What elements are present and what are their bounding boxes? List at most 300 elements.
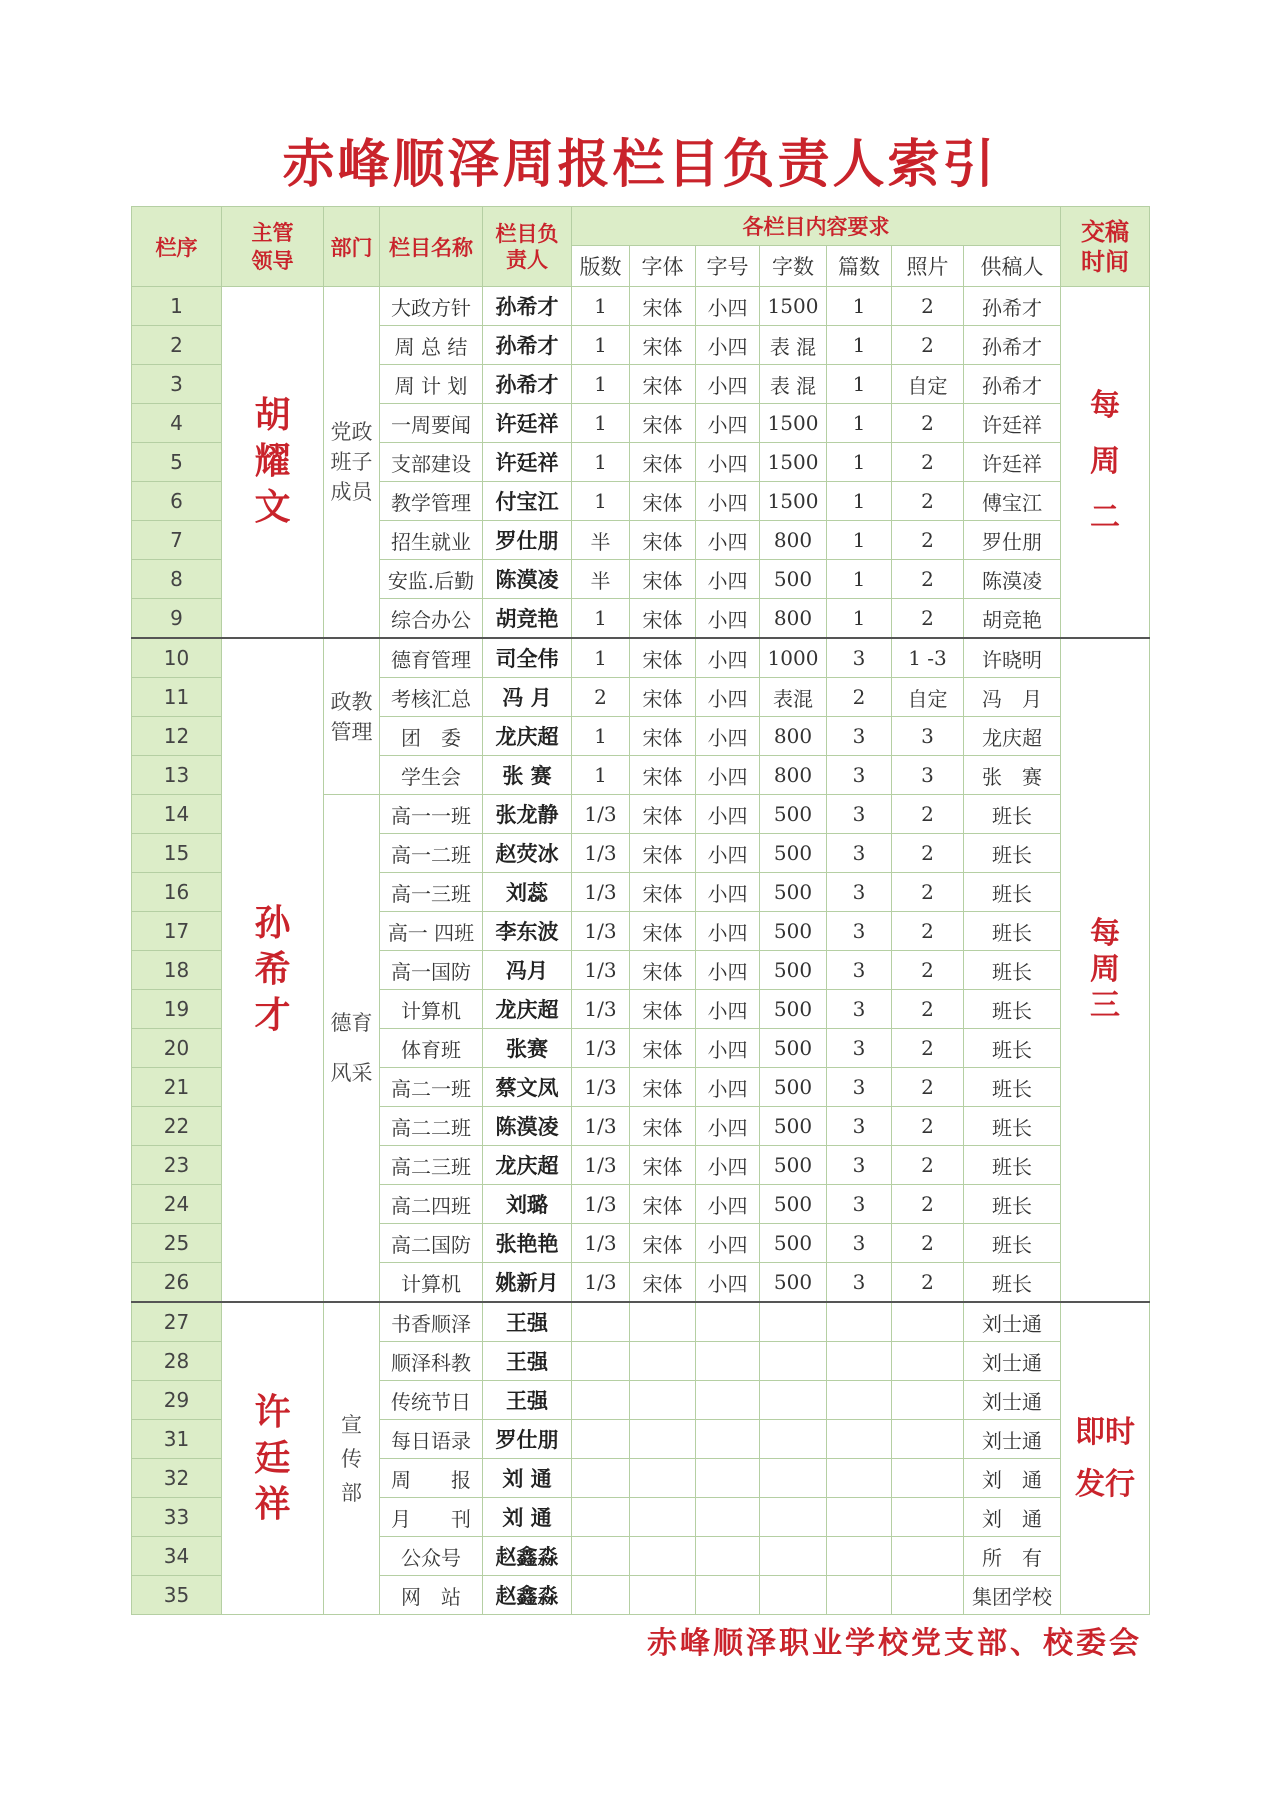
cell-ban: 1/3 <box>572 951 630 990</box>
column-name: 一周要闻 <box>380 404 483 443</box>
cell-font <box>630 1381 696 1420</box>
header-column: 栏目名称 <box>380 207 483 287</box>
cell-size <box>696 1459 760 1498</box>
column-name: 大政方针 <box>380 287 483 326</box>
cell-words: 500 <box>760 1224 827 1263</box>
header-photo: 照片 <box>892 246 964 287</box>
cell-supplier: 班长 <box>964 1146 1061 1185</box>
cell-font: 宋体 <box>630 1263 696 1303</box>
cell-photo <box>892 1381 964 1420</box>
cell-words <box>760 1459 827 1498</box>
row-seq: 13 <box>132 756 222 795</box>
department-name <box>324 1302 380 1615</box>
cell-font: 宋体 <box>630 521 696 560</box>
cell-pian: 2 <box>827 678 892 717</box>
cell-size: 小四 <box>696 717 760 756</box>
row-seq: 22 <box>132 1107 222 1146</box>
header-supplier: 供稿人 <box>964 246 1061 287</box>
column-owner: 陈漠凌 <box>483 1107 572 1146</box>
column-owner: 冯月 <box>483 951 572 990</box>
cell-pian <box>827 1576 892 1615</box>
column-name: 周 报 <box>380 1459 483 1498</box>
column-name: 教学管理 <box>380 482 483 521</box>
column-owner: 罗仕朋 <box>483 1420 572 1459</box>
cell-words <box>760 1537 827 1576</box>
cell-photo: 2 <box>892 521 964 560</box>
cell-font: 宋体 <box>630 326 696 365</box>
column-owner: 付宝江 <box>483 482 572 521</box>
cell-font: 宋体 <box>630 873 696 912</box>
cell-size <box>696 1381 760 1420</box>
row-seq: 29 <box>132 1381 222 1420</box>
cell-font: 宋体 <box>630 1224 696 1263</box>
cell-size: 小四 <box>696 1107 760 1146</box>
cell-pian: 3 <box>827 912 892 951</box>
cell-pian: 3 <box>827 717 892 756</box>
cell-font: 宋体 <box>630 951 696 990</box>
row-seq: 14 <box>132 795 222 834</box>
row-seq: 18 <box>132 951 222 990</box>
cell-size: 小四 <box>696 1029 760 1068</box>
column-name: 周 计 划 <box>380 365 483 404</box>
row-seq: 31 <box>132 1420 222 1459</box>
cell-photo: 2 <box>892 599 964 639</box>
cell-supplier: 冯 月 <box>964 678 1061 717</box>
department-name-text: 政教管理 <box>330 689 373 744</box>
column-owner: 刘璐 <box>483 1185 572 1224</box>
column-name: 网 站 <box>380 1576 483 1615</box>
cell-supplier: 刘 通 <box>964 1459 1061 1498</box>
cell-font: 宋体 <box>630 1029 696 1068</box>
cell-ban: 1/3 <box>572 912 630 951</box>
deadline-text: 每周三 <box>1090 916 1121 1023</box>
cell-font: 宋体 <box>630 365 696 404</box>
deadline-cell <box>1061 1302 1150 1615</box>
column-owner: 陈漠凌 <box>483 560 572 599</box>
cell-ban <box>572 1302 630 1342</box>
cell-pian: 1 <box>827 482 892 521</box>
cell-ban: 1/3 <box>572 795 630 834</box>
cell-supplier: 许廷祥 <box>964 443 1061 482</box>
table-row <box>132 638 1150 678</box>
cell-supplier: 刘士通 <box>964 1381 1061 1420</box>
leader-name-text: 胡耀文 <box>254 395 291 528</box>
cell-words: 500 <box>760 1263 827 1303</box>
cell-words: 800 <box>760 756 827 795</box>
cell-size: 小四 <box>696 951 760 990</box>
column-name: 体育班 <box>380 1029 483 1068</box>
cell-photo <box>892 1420 964 1459</box>
cell-size <box>696 1342 760 1381</box>
row-seq: 3 <box>132 365 222 404</box>
column-owner: 刘 通 <box>483 1498 572 1537</box>
cell-photo: 2 <box>892 1107 964 1146</box>
cell-photo: 2 <box>892 1068 964 1107</box>
cell-font: 宋体 <box>630 756 696 795</box>
cell-ban <box>572 1381 630 1420</box>
cell-font <box>630 1576 696 1615</box>
cell-ban: 1 <box>572 287 630 326</box>
cell-words <box>760 1302 827 1342</box>
row-seq: 6 <box>132 482 222 521</box>
table-row <box>132 1302 1150 1342</box>
cell-ban: 1/3 <box>572 873 630 912</box>
cell-size: 小四 <box>696 1263 760 1303</box>
cell-pian: 3 <box>827 834 892 873</box>
cell-words: 500 <box>760 990 827 1029</box>
department-name <box>324 795 380 1303</box>
cell-ban <box>572 1576 630 1615</box>
leader-name <box>222 287 324 639</box>
cell-photo: 2 <box>892 326 964 365</box>
cell-words: 800 <box>760 521 827 560</box>
cell-photo: 2 <box>892 834 964 873</box>
table-row <box>132 287 1150 326</box>
cell-size <box>696 1302 760 1342</box>
header-requirements: 各栏目内容要求 <box>572 207 1061 246</box>
cell-pian: 1 <box>827 443 892 482</box>
header-dept: 部门 <box>324 207 380 287</box>
cell-supplier: 许晓明 <box>964 638 1061 678</box>
row-seq: 7 <box>132 521 222 560</box>
cell-size: 小四 <box>696 482 760 521</box>
cell-photo: 2 <box>892 443 964 482</box>
cell-supplier: 张 赛 <box>964 756 1061 795</box>
cell-photo: 自定 <box>892 365 964 404</box>
column-name: 德育管理 <box>380 638 483 678</box>
cell-photo: 2 <box>892 795 964 834</box>
cell-words: 800 <box>760 599 827 639</box>
column-name: 学生会 <box>380 756 483 795</box>
column-name: 计算机 <box>380 1263 483 1303</box>
cell-size: 小四 <box>696 638 760 678</box>
leader-name-text: 孙希才 <box>254 903 291 1036</box>
cell-supplier: 班长 <box>964 1185 1061 1224</box>
row-seq: 10 <box>132 638 222 678</box>
column-name: 书香顺泽 <box>380 1302 483 1342</box>
cell-words <box>760 1342 827 1381</box>
row-seq: 20 <box>132 1029 222 1068</box>
column-name: 每日语录 <box>380 1420 483 1459</box>
cell-photo: 自定 <box>892 678 964 717</box>
row-seq: 1 <box>132 287 222 326</box>
column-name: 高二一班 <box>380 1068 483 1107</box>
department-name <box>324 287 380 639</box>
cell-font <box>630 1420 696 1459</box>
column-name: 高二二班 <box>380 1107 483 1146</box>
cell-photo: 2 <box>892 951 964 990</box>
cell-supplier: 班长 <box>964 1029 1061 1068</box>
cell-words: 500 <box>760 951 827 990</box>
header-size: 字号 <box>696 246 760 287</box>
cell-size: 小四 <box>696 756 760 795</box>
cell-words: 500 <box>760 873 827 912</box>
row-seq: 2 <box>132 326 222 365</box>
cell-pian <box>827 1537 892 1576</box>
cell-pian: 3 <box>827 1224 892 1263</box>
cell-pian: 3 <box>827 1107 892 1146</box>
cell-pian: 1 <box>827 404 892 443</box>
header-pian: 篇数 <box>827 246 892 287</box>
cell-words: 1500 <box>760 482 827 521</box>
cell-words: 1000 <box>760 638 827 678</box>
cell-size: 小四 <box>696 365 760 404</box>
cell-ban: 1/3 <box>572 1107 630 1146</box>
row-seq: 24 <box>132 1185 222 1224</box>
footer-signature: 赤峰顺泽职业学校党支部、校委会 <box>647 1626 1142 1661</box>
cell-font: 宋体 <box>630 404 696 443</box>
row-seq: 15 <box>132 834 222 873</box>
cell-font <box>630 1302 696 1342</box>
cell-photo: 2 <box>892 1029 964 1068</box>
cell-font: 宋体 <box>630 287 696 326</box>
cell-font: 宋体 <box>630 678 696 717</box>
column-name: 高一一班 <box>380 795 483 834</box>
row-seq: 34 <box>132 1537 222 1576</box>
cell-supplier: 班长 <box>964 873 1061 912</box>
cell-supplier: 胡竞艳 <box>964 599 1061 639</box>
column-name: 招生就业 <box>380 521 483 560</box>
cell-supplier: 班长 <box>964 1263 1061 1303</box>
row-seq: 27 <box>132 1302 222 1342</box>
cell-font: 宋体 <box>630 599 696 639</box>
cell-photo: 2 <box>892 912 964 951</box>
cell-size: 小四 <box>696 560 760 599</box>
department-name-text: 宣传部 <box>341 1412 362 1505</box>
header-font: 字体 <box>630 246 696 287</box>
cell-font: 宋体 <box>630 1107 696 1146</box>
column-name: 传统节日 <box>380 1381 483 1420</box>
cell-photo <box>892 1537 964 1576</box>
cell-ban: 1 <box>572 365 630 404</box>
cell-font: 宋体 <box>630 1185 696 1224</box>
column-name: 公众号 <box>380 1537 483 1576</box>
column-owner: 龙庆超 <box>483 1146 572 1185</box>
cell-supplier: 班长 <box>964 1224 1061 1263</box>
cell-supplier: 班长 <box>964 834 1061 873</box>
cell-pian: 1 <box>827 365 892 404</box>
cell-pian <box>827 1302 892 1342</box>
cell-pian: 3 <box>827 795 892 834</box>
column-owner: 孙希才 <box>483 365 572 404</box>
cell-font: 宋体 <box>630 834 696 873</box>
header-ban: 版数 <box>572 246 630 287</box>
cell-photo: 2 <box>892 1185 964 1224</box>
cell-ban <box>572 1537 630 1576</box>
cell-supplier: 集团学校 <box>964 1576 1061 1615</box>
column-owner: 赵鑫淼 <box>483 1576 572 1615</box>
header-words: 字数 <box>760 246 827 287</box>
cell-ban: 1 <box>572 756 630 795</box>
cell-pian: 1 <box>827 560 892 599</box>
column-owner: 姚新月 <box>483 1263 572 1303</box>
cell-supplier: 孙希才 <box>964 365 1061 404</box>
column-owner: 张艳艳 <box>483 1224 572 1263</box>
cell-font: 宋体 <box>630 1146 696 1185</box>
column-owner: 胡竞艳 <box>483 599 572 639</box>
column-name: 计算机 <box>380 990 483 1029</box>
cell-words: 500 <box>760 1146 827 1185</box>
cell-pian: 3 <box>827 873 892 912</box>
column-owner: 张 赛 <box>483 756 572 795</box>
cell-photo: 2 <box>892 1263 964 1303</box>
cell-words <box>760 1381 827 1420</box>
cell-size: 小四 <box>696 912 760 951</box>
cell-pian <box>827 1381 892 1420</box>
deadline-cell <box>1061 287 1150 639</box>
cell-photo: 2 <box>892 873 964 912</box>
column-owner: 龙庆超 <box>483 990 572 1029</box>
row-seq: 5 <box>132 443 222 482</box>
cell-pian: 3 <box>827 1029 892 1068</box>
cell-size: 小四 <box>696 678 760 717</box>
deadline-text: 即时发行 <box>1075 1414 1136 1502</box>
cell-ban: 1/3 <box>572 1263 630 1303</box>
cell-font: 宋体 <box>630 795 696 834</box>
cell-size: 小四 <box>696 1224 760 1263</box>
cell-pian: 3 <box>827 990 892 1029</box>
cell-supplier: 刘士通 <box>964 1302 1061 1342</box>
cell-pian: 3 <box>827 1146 892 1185</box>
cell-words: 表 混 <box>760 365 827 404</box>
cell-ban: 1 <box>572 599 630 639</box>
cell-ban: 1 <box>572 443 630 482</box>
cell-supplier: 班长 <box>964 1107 1061 1146</box>
cell-ban: 1 <box>572 482 630 521</box>
row-seq: 17 <box>132 912 222 951</box>
column-owner: 罗仕朋 <box>483 521 572 560</box>
cell-size <box>696 1576 760 1615</box>
cell-font <box>630 1498 696 1537</box>
cell-photo: 1 -3 <box>892 638 964 678</box>
column-name: 高二三班 <box>380 1146 483 1185</box>
row-seq: 32 <box>132 1459 222 1498</box>
column-name: 顺泽科教 <box>380 1342 483 1381</box>
cell-supplier: 罗仕朋 <box>964 521 1061 560</box>
row-seq: 12 <box>132 717 222 756</box>
cell-words: 1500 <box>760 404 827 443</box>
cell-pian: 3 <box>827 756 892 795</box>
cell-ban: 1/3 <box>572 1068 630 1107</box>
cell-photo <box>892 1498 964 1537</box>
deadline-text: 每周二 <box>1090 388 1121 535</box>
row-seq: 8 <box>132 560 222 599</box>
cell-ban: 半 <box>572 560 630 599</box>
row-seq: 33 <box>132 1498 222 1537</box>
cell-size: 小四 <box>696 521 760 560</box>
cell-pian <box>827 1459 892 1498</box>
cell-photo: 2 <box>892 404 964 443</box>
cell-ban: 1/3 <box>572 834 630 873</box>
cell-size <box>696 1420 760 1459</box>
row-seq: 25 <box>132 1224 222 1263</box>
cell-size: 小四 <box>696 795 760 834</box>
column-owner: 孙希才 <box>483 326 572 365</box>
cell-supplier: 班长 <box>964 951 1061 990</box>
cell-words: 500 <box>760 834 827 873</box>
cell-font <box>630 1342 696 1381</box>
row-seq: 19 <box>132 990 222 1029</box>
cell-size: 小四 <box>696 1185 760 1224</box>
cell-size <box>696 1498 760 1537</box>
cell-words: 500 <box>760 795 827 834</box>
column-name: 团 委 <box>380 717 483 756</box>
cell-pian: 1 <box>827 287 892 326</box>
cell-pian: 1 <box>827 599 892 639</box>
cell-size: 小四 <box>696 1146 760 1185</box>
cell-photo: 2 <box>892 990 964 1029</box>
cell-supplier: 龙庆超 <box>964 717 1061 756</box>
cell-photo: 2 <box>892 482 964 521</box>
cell-supplier: 傅宝江 <box>964 482 1061 521</box>
cell-font: 宋体 <box>630 1068 696 1107</box>
row-seq: 26 <box>132 1263 222 1303</box>
cell-pian: 1 <box>827 521 892 560</box>
cell-photo: 2 <box>892 560 964 599</box>
cell-words: 500 <box>760 1029 827 1068</box>
column-owner: 王强 <box>483 1302 572 1342</box>
cell-pian: 3 <box>827 1068 892 1107</box>
column-owner: 冯 月 <box>483 678 572 717</box>
cell-font <box>630 1537 696 1576</box>
cell-words: 表混 <box>760 678 827 717</box>
column-name: 周 总 结 <box>380 326 483 365</box>
column-name: 高一国防 <box>380 951 483 990</box>
column-name: 支部建设 <box>380 443 483 482</box>
cell-size: 小四 <box>696 1068 760 1107</box>
cell-font: 宋体 <box>630 990 696 1029</box>
row-seq: 23 <box>132 1146 222 1185</box>
column-index-table <box>131 206 1150 1615</box>
column-name: 高一 四班 <box>380 912 483 951</box>
row-seq: 28 <box>132 1342 222 1381</box>
cell-font: 宋体 <box>630 560 696 599</box>
cell-words: 500 <box>760 912 827 951</box>
column-owner: 张龙静 <box>483 795 572 834</box>
department-name <box>324 638 380 795</box>
cell-size: 小四 <box>696 873 760 912</box>
cell-ban: 半 <box>572 521 630 560</box>
cell-supplier: 孙希才 <box>964 287 1061 326</box>
cell-font: 宋体 <box>630 717 696 756</box>
cell-words <box>760 1420 827 1459</box>
header-owner: 栏目负责人 <box>483 207 572 287</box>
cell-ban: 1/3 <box>572 1185 630 1224</box>
cell-photo <box>892 1576 964 1615</box>
cell-supplier: 班长 <box>964 990 1061 1029</box>
column-owner: 刘 通 <box>483 1459 572 1498</box>
column-owner: 许廷祥 <box>483 404 572 443</box>
cell-supplier: 班长 <box>964 912 1061 951</box>
cell-pian: 3 <box>827 1263 892 1303</box>
cell-font: 宋体 <box>630 443 696 482</box>
cell-supplier: 刘士通 <box>964 1420 1061 1459</box>
cell-photo <box>892 1302 964 1342</box>
header-leader: 主管领导 <box>222 207 324 287</box>
cell-pian: 3 <box>827 1185 892 1224</box>
column-name: 高一三班 <box>380 873 483 912</box>
cell-words: 800 <box>760 717 827 756</box>
cell-supplier: 所 有 <box>964 1537 1061 1576</box>
cell-ban: 2 <box>572 678 630 717</box>
cell-pian <box>827 1342 892 1381</box>
cell-photo: 3 <box>892 756 964 795</box>
cell-size <box>696 1537 760 1576</box>
cell-pian: 3 <box>827 638 892 678</box>
column-owner: 王强 <box>483 1381 572 1420</box>
cell-words <box>760 1498 827 1537</box>
cell-size: 小四 <box>696 990 760 1029</box>
